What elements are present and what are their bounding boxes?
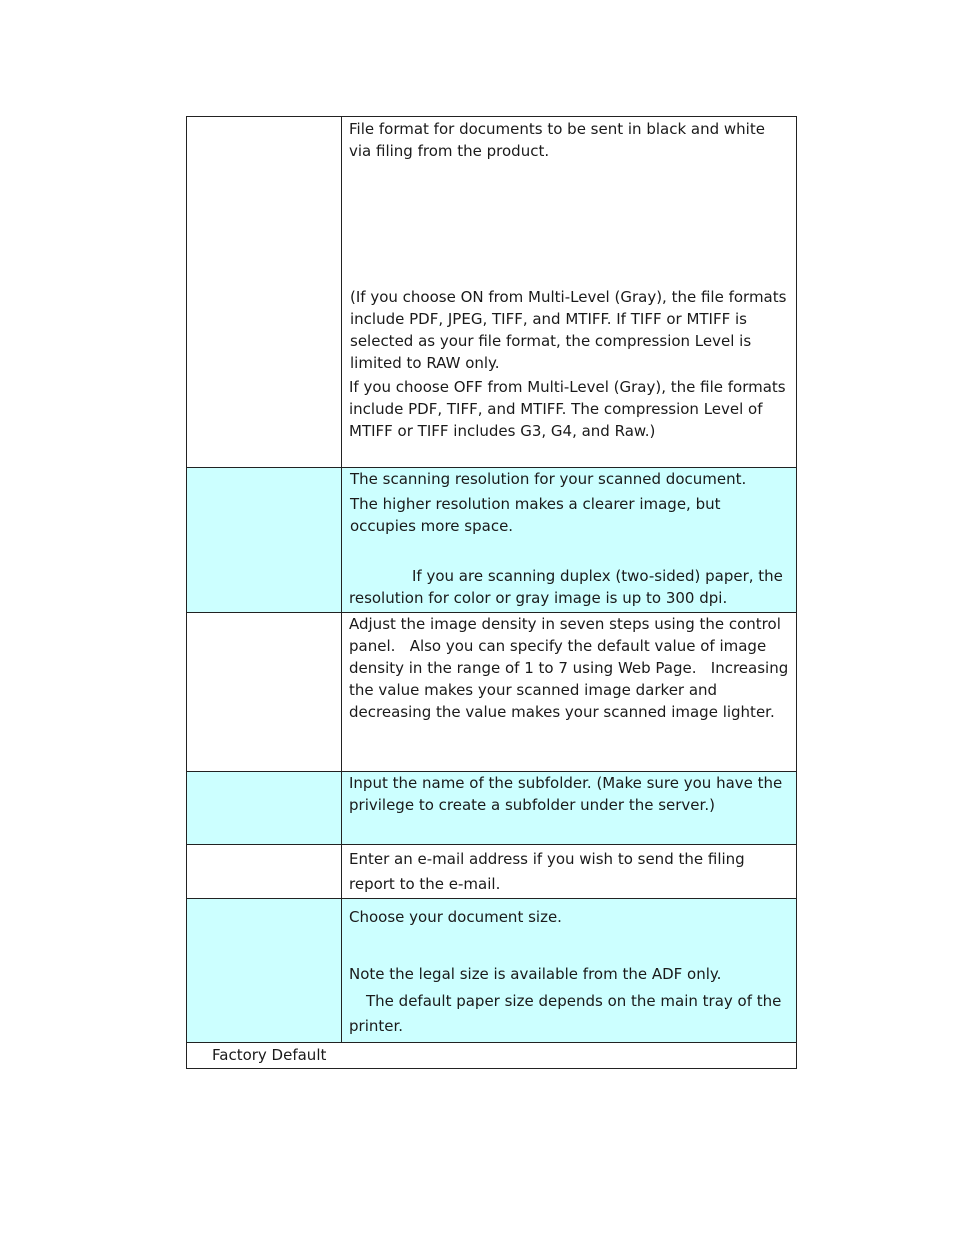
row-description-cell: [342, 772, 797, 845]
description-text: (If you choose ON from Multi-Level (Gray), the file formats include PDF, JPEG, TIFF, and MTIFF. If TIFF or MTIFF is selected as your file format, the compression Level is limited to RAW only.: [350, 288, 787, 372]
description-text: Note the legal size is available from the ADF only.: [349, 965, 722, 983]
description-text: The higher resolution makes a clearer image, but occupies more space.: [350, 495, 721, 535]
row-description-cell: [342, 845, 797, 899]
description-text: File format for documents to be sent in black and white via filing from the product.: [349, 120, 765, 160]
table-row-resolution: [187, 468, 797, 613]
description-text: Enter an e-mail address if you wish to send the filing report to the e-mail.: [349, 850, 745, 893]
description-text: If you choose OFF from Multi-Level (Gray), the file formats include PDF, TIFF, and MTIFF. The compression Level of MTIFF or TIFF includes G3, G4, and Raw.): [349, 378, 786, 440]
table-row-factory-default: [187, 1043, 797, 1069]
table-row-density: [187, 613, 797, 772]
row-label-cell: [187, 117, 342, 468]
description-text: Adjust the image density in seven steps using the control panel. Also you can specify the default value of image density in the range of 1 to 7 using Web Page. Increasing the value makes your scanned image darker and decreasing the value makes your scanned image lighter.: [349, 615, 794, 721]
description-text: The scanning resolution for your scanned document.: [350, 470, 747, 488]
row-description-cell: [342, 899, 797, 1043]
row-description-cell: [342, 117, 797, 468]
row-label-cell: [187, 468, 342, 613]
factory-default-label: Factory Default: [187, 1043, 797, 1069]
description-text: Choose your document size.: [349, 908, 562, 926]
table-row-subfolder: [187, 772, 797, 845]
description-text: The default paper size depends on the main tray of the printer.: [349, 992, 782, 1035]
row-label-cell: [187, 845, 342, 899]
settings-table: [186, 116, 797, 1069]
row-label-cell: [187, 772, 342, 845]
row-description-cell: [342, 468, 797, 613]
table-row-file-format: [187, 117, 797, 468]
row-description-cell: [342, 613, 797, 772]
table-row-email-report: [187, 845, 797, 899]
row-label-cell: [187, 613, 342, 772]
description-text: If you are scanning duplex (two-sided) paper, the resolution for color or gray image is up to 300 dpi.: [349, 567, 783, 607]
table-row-document-size: [187, 899, 797, 1043]
row-label-cell: [187, 899, 342, 1043]
description-text: Input the name of the subfolder. (Make sure you have the privilege to create a subfolder under the server.): [349, 774, 783, 814]
